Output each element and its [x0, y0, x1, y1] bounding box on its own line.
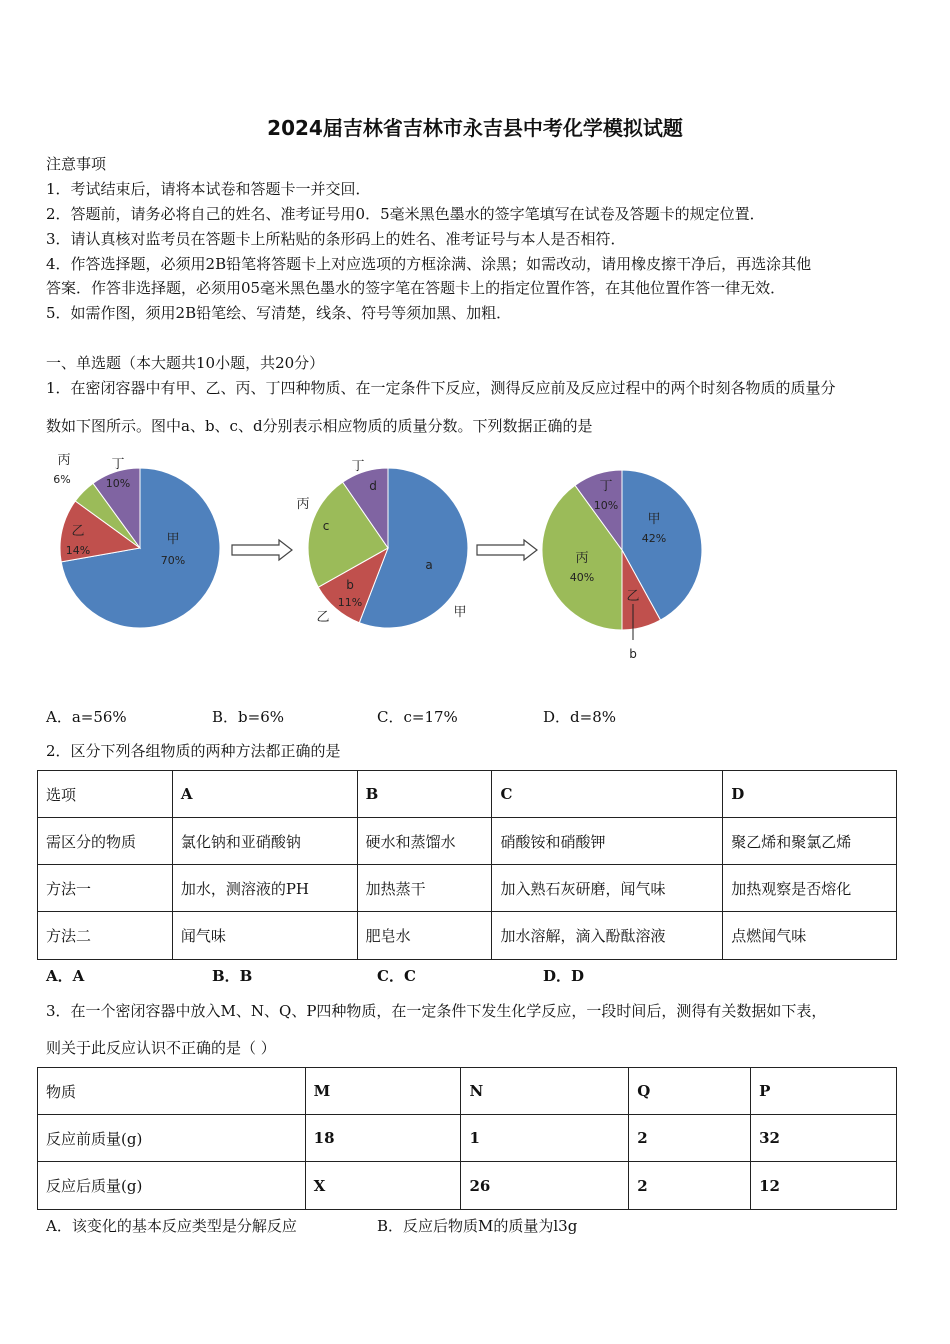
q2-option-c: C．C: [377, 967, 416, 985]
table-cell: M: [305, 1068, 461, 1115]
table-cell: P: [751, 1068, 897, 1115]
q2-option-d: D．D: [543, 967, 585, 985]
table-cell: 聚乙烯和聚氯乙烯: [723, 818, 897, 865]
question-3-stem: 则关于此反应认识不正确的是（ ）: [46, 1039, 276, 1057]
pie-chart-figure: [0, 440, 950, 670]
pie2-value-a: a: [425, 558, 433, 572]
pie-chart-3: [542, 470, 702, 661]
table-cell: 反应后质量(g): [38, 1162, 306, 1210]
table-row: [38, 1115, 897, 1162]
table-cell: 2: [629, 1162, 751, 1210]
notice-item: 1．考试结束后，请将本试卷和答题卡一并交回．: [46, 180, 371, 198]
table-cell: 反应前质量(g): [38, 1115, 306, 1162]
q1-option-a: A．a=56%: [46, 708, 127, 726]
table-cell: 加入熟石灰研磨，闻气味: [492, 865, 723, 912]
table-cell: C: [492, 771, 723, 818]
notice-item: 答案．作答非选择题，必须用05毫米黑色墨水的签字笔在答题卡上的指定位置作答，在其他位置作答一律无效．: [46, 279, 786, 297]
pie2-label-jia: 甲: [453, 605, 467, 620]
table-cell: N: [461, 1068, 629, 1115]
question-1-stem: 数如下图所示。图中a、b、c、d分别表示相应物质的质量分数。下列数据正确的是: [46, 417, 593, 435]
q1-option-d: D．d=8%: [543, 708, 616, 726]
pie1-label-jia: 甲: [166, 532, 180, 547]
pie1-label-ding: 丁: [111, 457, 125, 472]
table-cell: D: [723, 771, 897, 818]
table-cell: 硝酸铵和硝酸钾: [492, 818, 723, 865]
q3-option-b: B．反应后物质M的质量为l3g: [377, 1217, 578, 1235]
q2-table: [37, 770, 897, 960]
q3-table: [37, 1067, 897, 1210]
table-row: [38, 818, 897, 865]
pie1-value-yi: 14%: [65, 544, 91, 557]
pie2-label-ding: 丁: [351, 459, 365, 474]
table-cell: 方法二: [38, 912, 173, 960]
pie3-label-bing: 丙: [575, 551, 589, 566]
pie3-label-jia: 甲: [647, 512, 661, 527]
q2-option-b: B．B: [212, 967, 253, 985]
pie3-value-jia: 42%: [641, 532, 667, 545]
table-cell: 加水，测溶液的PH: [172, 865, 357, 912]
question-2-stem: 2．区分下列各组物质的两种方法都正确的是: [46, 742, 341, 760]
section-heading: 一、单选题（本大题共10小题，共20分）: [46, 354, 325, 372]
table-cell: 加水溶解，滴入酚酞溶液: [492, 912, 723, 960]
pie2-value-c: c: [322, 519, 330, 533]
table-cell: 需区分的物质: [38, 818, 173, 865]
pie3-value-b: b: [629, 647, 637, 661]
table-cell: B: [357, 771, 492, 818]
table-cell: 加热蒸干: [357, 865, 492, 912]
q1-option-b: B．b=6%: [212, 708, 284, 726]
pie3-value-ding: 10%: [593, 499, 619, 512]
notice-item: 4．作答选择题，必须用2B铅笔将答题卡上对应选项的方框涂满、涂黑；如需改动，请用橡皮擦干净后，再选涂其他: [46, 255, 812, 273]
table-cell: 32: [751, 1115, 897, 1162]
arrow-1: [232, 540, 292, 560]
table-cell: 18: [305, 1115, 461, 1162]
pie3-label-yi: 乙: [626, 589, 640, 604]
pie3-label-ding: 丁: [599, 479, 613, 494]
table-cell: A: [172, 771, 357, 818]
q3-option-a: A．该变化的基本反应类型是分解反应: [46, 1217, 297, 1235]
question-3-stem: 3．在一个密闭容器中放入M、N、Q、P四种物质，在一定条件下发生化学反应，一段时间后，测得有关数据如下表，: [46, 1002, 827, 1020]
pie1-value-bing: 6%: [53, 473, 71, 486]
table-cell: 方法一: [38, 865, 173, 912]
q1-option-c: C．c=17%: [377, 708, 458, 726]
notice-item: 2．答题前，请务必将自己的姓名、准考证号用0．5毫米黑色墨水的签字笔填写在试卷及答题卡的规定位置．: [46, 205, 765, 223]
pie1-label-yi: 乙: [71, 524, 85, 539]
table-row: [38, 1162, 897, 1210]
pie2-value-d: d: [369, 479, 377, 493]
table-cell: 12: [751, 1162, 897, 1210]
notice-item: 3．请认真核对监考员在答题卡上所粘贴的条形码上的姓名、准考证号与本人是否相符．: [46, 230, 626, 248]
pie2-label-bing: 丙: [296, 497, 310, 512]
notice-item: 5．如需作图，须用2B铅笔绘、写清楚，线条、符号等须加黑、加粗．: [46, 304, 512, 322]
pie-chart-1: [53, 453, 220, 628]
table-cell: 1: [461, 1115, 629, 1162]
table-cell: 26: [461, 1162, 629, 1210]
arrow-2: [477, 540, 537, 560]
table-cell: 硬水和蒸馏水: [357, 818, 492, 865]
table-row: [38, 912, 897, 960]
table-row: [38, 771, 897, 818]
notice-heading: 注意事项: [46, 155, 107, 173]
table-cell: 选项: [38, 771, 173, 818]
pie2-label-yi: 乙: [316, 610, 330, 625]
q2-option-a: A．A: [46, 967, 85, 985]
table-cell: 点燃闻气味: [723, 912, 897, 960]
pie1-value-ding: 10%: [105, 477, 131, 490]
question-1-stem: 1．在密闭容器中有甲、乙、丙、丁四种物质、在一定条件下反应，测得反应前及反应过程中的两个时刻各物质的质量分: [46, 379, 836, 397]
pie-chart-2: [296, 459, 467, 628]
pie2-value-b: b: [346, 578, 354, 592]
table-cell: 加热观察是否熔化: [723, 865, 897, 912]
pie1-value-jia: 70%: [160, 554, 186, 567]
table-cell: Q: [629, 1068, 751, 1115]
table-cell: 氯化钠和亚硝酸钠: [172, 818, 357, 865]
pie3-value-bing: 40%: [569, 571, 595, 584]
pie2-value-b-pct: 11%: [337, 596, 363, 609]
table-row: [38, 1068, 897, 1115]
table-cell: 物质: [38, 1068, 306, 1115]
page-title: 2024届吉林省吉林市永吉县中考化学模拟试题: [267, 116, 683, 140]
table-row: [38, 865, 897, 912]
table-cell: 闻气味: [172, 912, 357, 960]
table-cell: 肥皂水: [357, 912, 492, 960]
table-cell: X: [305, 1162, 461, 1210]
pie1-label-bing: 丙: [57, 453, 71, 468]
table-cell: 2: [629, 1115, 751, 1162]
